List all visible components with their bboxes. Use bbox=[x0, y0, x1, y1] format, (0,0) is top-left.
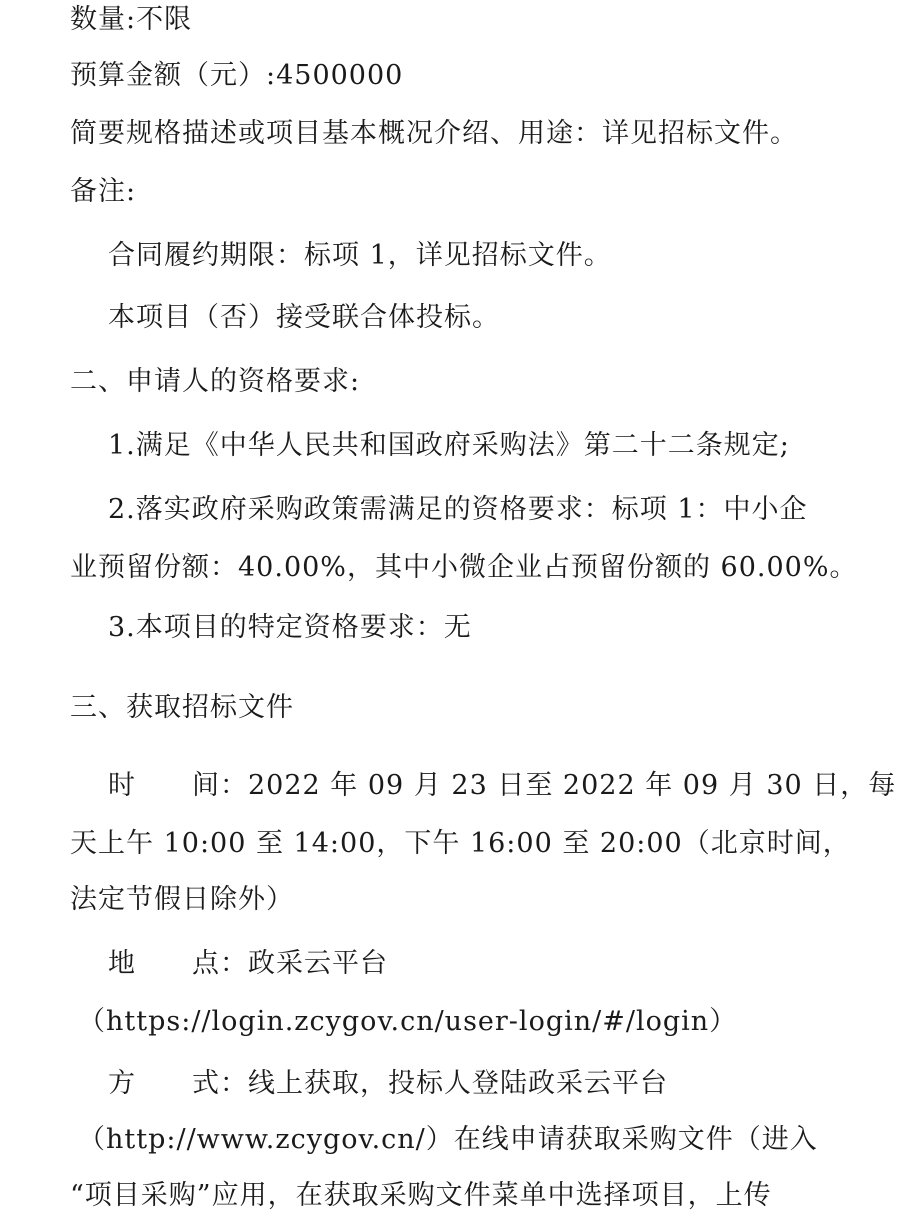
method-line-cont2: “项目采购”应用，在获取采购文件菜单中选择项目，上传 bbox=[70, 1180, 772, 1211]
method-line-cont: （http://www.zcygov.cn/）在线申请获取采购文件（进入 bbox=[78, 1124, 818, 1155]
requirement-2: 2.落实政府采购政策需满足的资格要求：标项 1：中小企 bbox=[108, 494, 808, 525]
location-url: （https://login.zcygov.cn/user-login/#/login） bbox=[78, 1006, 738, 1037]
time-line-cont2: 法定节假日除外） bbox=[70, 884, 294, 915]
requirement-3: 3.本项目的特定资格要求：无 bbox=[108, 612, 472, 643]
requirement-2-cont: 业预留份额：40.00%，其中小微企业占预留份额的 60.00%。 bbox=[70, 552, 858, 583]
spec-description-line: 简要规格描述或项目基本概况介绍、用途：详见招标文件。 bbox=[70, 118, 798, 149]
requirement-1: 1.满足《中华人民共和国政府采购法》第二十二条规定; bbox=[108, 430, 790, 461]
remarks-heading: 备注: bbox=[70, 176, 137, 207]
contract-term-line: 合同履约期限：标项 1，详见招标文件。 bbox=[108, 240, 612, 271]
budget-line: 预算金额（元）:4500000 bbox=[70, 60, 404, 91]
section-three-heading: 三、获取招标文件 bbox=[70, 692, 294, 723]
time-line-cont: 天上午 10:00 至 14:00，下午 16:00 至 20:00（北京时间， bbox=[70, 828, 851, 859]
location-line: 地 点：政采云平台 bbox=[108, 948, 388, 979]
time-line: 时 间：2022 年 09 月 23 日至 2022 年 09 月 30 日，每 bbox=[108, 770, 897, 801]
method-line: 方 式：线上获取，投标人登陆政采云平台 bbox=[108, 1068, 668, 1099]
quantity-line: 数量:不限 bbox=[70, 4, 193, 35]
section-two-heading: 二、申请人的资格要求: bbox=[70, 366, 361, 397]
consortium-line: 本项目（否）接受联合体投标。 bbox=[108, 302, 500, 333]
